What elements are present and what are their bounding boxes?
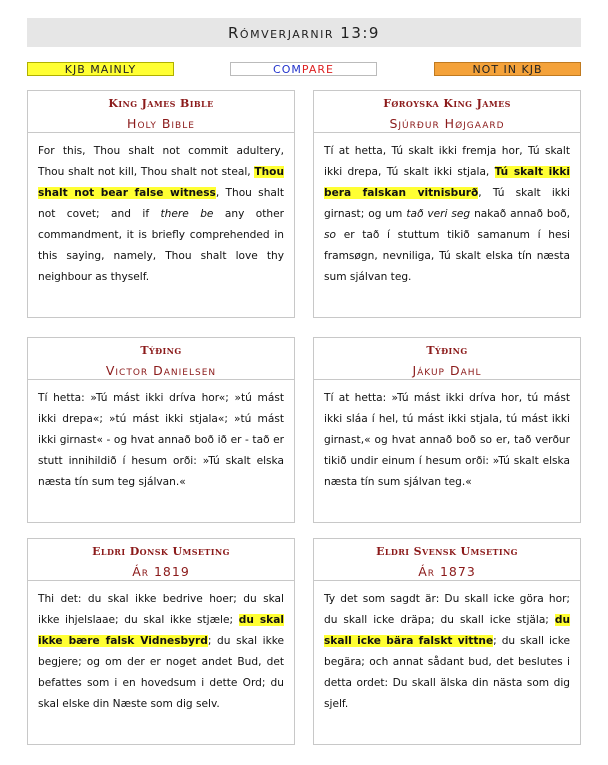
- verse-segment: er tað í stuttum tikið samanum í hesi framsøgn, nevniliga, Tú skalt elska tín næsta sum sjálvan teg.: [324, 229, 570, 283]
- compare-button[interactable]: [230, 62, 377, 76]
- card-title: Eldri Svensk Umseting: [376, 545, 518, 558]
- compare-label-blue: COM: [273, 62, 302, 76]
- verse-segment: , Tú skalt ikki girnast; og um: [324, 187, 571, 220]
- verse-segment: , Thou shalt not covet; and if: [38, 187, 285, 220]
- verse-text: Tí hetta: »Tú mást ikki dríva hor«; »tú mást ikki drepa«; »tú mást ikki stjala«; »tú mást ikki girnast« - og hvat annað boð ið er - tað er stutt innihildið í hesum orði: »Tú skalt elska næsta tín sum teg sjálvan.«: [38, 392, 284, 488]
- card-subtitle: Victor Danielsen: [105, 363, 217, 378]
- card-header: [28, 91, 294, 133]
- verse-text: [28, 133, 294, 298]
- italic-phrase: tað veri seg: [406, 208, 471, 220]
- highlighted-phrase: Tú skalt ikki bera falskan vitnisburð: [324, 166, 571, 199]
- verse-segment: For this, Thou shalt not commit adultery, Thou shalt not kill, Thou shalt not steal,: [38, 145, 284, 178]
- card-kjb: [27, 90, 295, 318]
- card-subtitle: Holy Bible: [127, 116, 195, 131]
- card-title: Týðing: [426, 344, 468, 357]
- card-header: [314, 539, 580, 581]
- card-jakup-dahl: [313, 337, 581, 523]
- card-title: Føroyska King James: [383, 97, 511, 110]
- verse-segment: Tí at hetta, Tú skalt ikki fremja hor, Tú skalt ikki drepa, Tú skalt ikki stjala,: [324, 145, 570, 178]
- italic-phrase: so: [324, 229, 337, 241]
- verse-segment: any other commandment, it is briefly comprehended in this saying, namely, Thou shalt love thy neighbour as thyself.: [38, 208, 284, 283]
- card-foroyska: [313, 90, 581, 318]
- card-subtitle: Sjúrður Højgaard: [389, 116, 505, 131]
- verse-text: [28, 581, 294, 725]
- compare-label-red: PARE: [301, 62, 334, 76]
- verse-segment: nakað annað boð,: [470, 208, 570, 220]
- highlighted-phrase: du skall icke bära falskt vittne: [324, 614, 570, 647]
- highlighted-phrase: du skal ikke bære falsk Vidnesbyrd: [38, 614, 284, 647]
- italic-phrase: there be: [160, 208, 214, 220]
- kjb-mainly-button[interactable]: KJB MAINLY: [27, 62, 174, 76]
- card-title: Eldri Donsk Umseting: [92, 545, 230, 558]
- card-subtitle: Ár 1873: [418, 564, 476, 579]
- card-subtitle: Ár 1819: [132, 564, 190, 579]
- page-title: Rómverjarnir 13:9: [27, 18, 581, 47]
- verse-text: [314, 581, 580, 725]
- card-header: [28, 338, 294, 380]
- card-header: [314, 91, 580, 133]
- card-victor-danielsen: [27, 337, 295, 523]
- verse-text: Tí at hetta: »Tú mást ikki dríva hor, tú mást ikki sláa í hel, tú mást ikki stjala, tú mást ikki girnast,« og hvat annað boð so er, tað verður tikið undir einum í hesum orði: »Tú skalt elska næsta tín sum sjálvan teg.«: [324, 392, 570, 488]
- verse-segment: ; du skal ikke begjere; og om der er noget andet Bud, det befattes som i en hovedsum i dette Ord; du skal elske din Næste som dig selv.: [38, 635, 284, 710]
- verse-segment: Ty det som sagdt är: Du skall icke göra hor; du skall icke dräpa; du skall icke stjäla;: [324, 593, 570, 626]
- verse-text: [314, 133, 580, 298]
- card-eldri-svensk: [313, 538, 581, 745]
- card-title: Týðing: [140, 344, 182, 357]
- verse-segment: Thi det: du skal ikke bedrive hoer; du skal ikke ihjelslaae; du skal ikke stjæle;: [38, 593, 284, 626]
- card-header: [28, 539, 294, 581]
- highlighted-phrase: Thou shalt not bear false witness: [38, 166, 284, 199]
- verse-segment: ; du skall icke begära; och annat sådant bud, det beslutes i detta ordet: Du skall älska din nästa som dig sjelf.: [324, 635, 571, 710]
- card-title: King James Bible: [108, 97, 214, 110]
- card-header: [314, 338, 580, 380]
- card-eldri-donsk: [27, 538, 295, 745]
- not-in-kjb-button[interactable]: NOT IN KJB: [434, 62, 581, 76]
- card-subtitle: Jákup Dahl: [412, 363, 482, 378]
